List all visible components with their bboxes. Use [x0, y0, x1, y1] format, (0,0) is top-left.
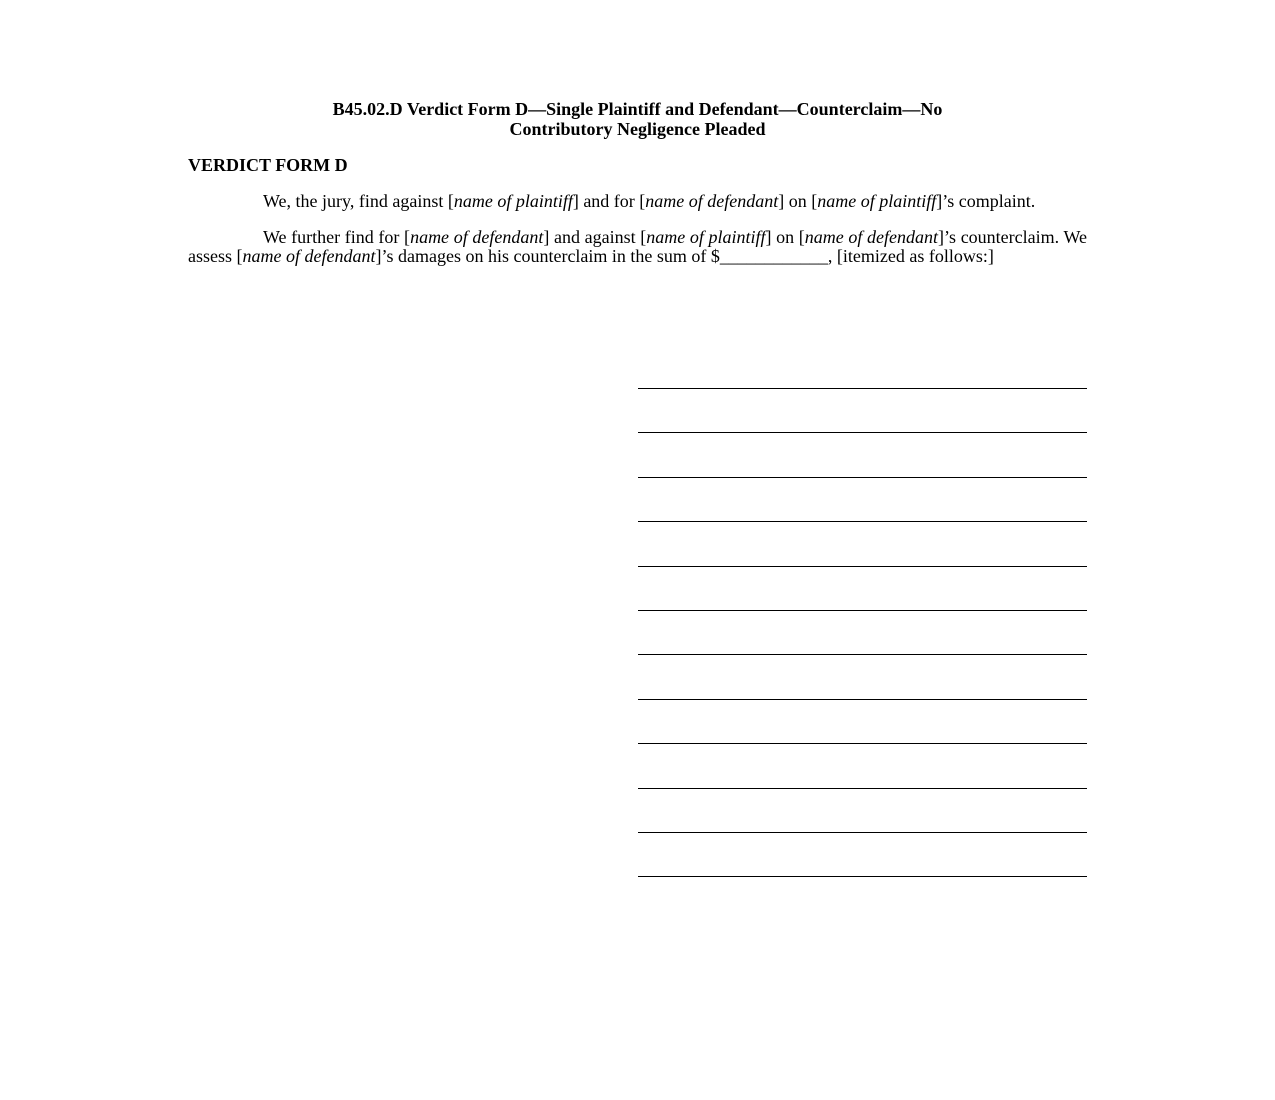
itemized-blank-line [638, 832, 1087, 833]
itemized-blank-line [638, 566, 1087, 567]
text-segment: ] on [ [765, 227, 805, 247]
placeholder-plaintiff: name of plaintiff [646, 227, 766, 247]
itemized-blank-line [638, 521, 1087, 522]
text-segment: ] and against [ [543, 227, 647, 247]
placeholder-defendant: name of defendant [410, 227, 544, 247]
placeholder-plaintiff: name of plaintiff [817, 191, 937, 211]
itemized-blank-line [638, 477, 1087, 478]
form-heading: VERDICT FORM D [188, 155, 348, 175]
text-segment: We further find for [ [263, 227, 411, 247]
text-segment: ]’s damages on his counterclaim in the sum of $____________, [itemized as follows:] [375, 246, 994, 266]
text-segment: ] and for [ [572, 191, 646, 211]
itemized-blank-line [638, 788, 1087, 789]
itemized-blank-line [638, 654, 1087, 655]
document-title [188, 99, 1087, 139]
text-segment: ]’s complaint. [936, 191, 1036, 211]
itemized-blank-line [638, 388, 1087, 389]
text-segment: ] on [ [778, 191, 818, 211]
title-line-2: Contributory Negligence Pleaded [509, 119, 766, 139]
verdict-paragraph-counterclaim [188, 228, 1087, 266]
title-line-1: B45.02.D Verdict Form D—Single Plaintiff and Defendant—Counterclaim—No [332, 99, 943, 119]
document-page [188, 99, 1087, 266]
text-segment: We, the jury, find against [ [263, 191, 454, 211]
placeholder-defendant: name of defendant [645, 191, 779, 211]
itemized-blank-line [638, 743, 1087, 744]
placeholder-plaintiff: name of plaintiff [453, 191, 573, 211]
itemized-blank-line [638, 432, 1087, 433]
itemized-blank-line [638, 876, 1087, 877]
text-segment: ]’s counterclaim. We assess [ [188, 227, 1087, 266]
itemized-damages-lines [638, 388, 1087, 921]
itemized-blank-line [638, 699, 1087, 700]
placeholder-defendant: name of defendant [804, 227, 939, 247]
placeholder-defendant: name of defendant [242, 246, 376, 266]
itemized-blank-line [638, 610, 1087, 611]
verdict-paragraph-complaint [188, 192, 1087, 211]
